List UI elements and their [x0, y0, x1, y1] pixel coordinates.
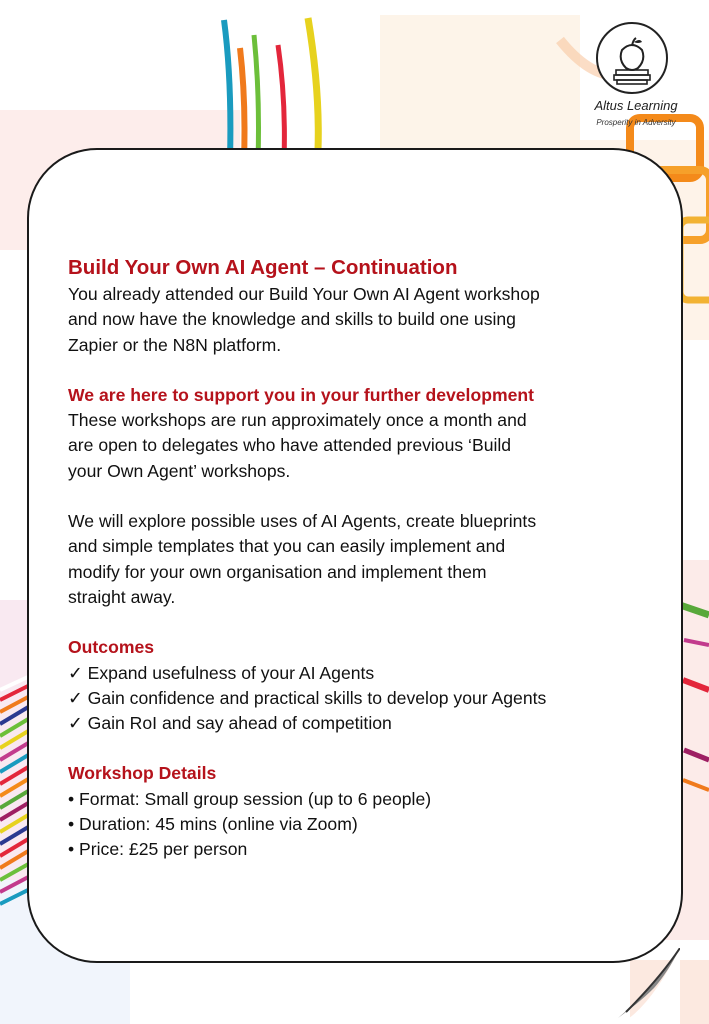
outcomes-list	[68, 661, 668, 737]
logo-name: Altus Learning	[594, 98, 678, 113]
explore-line: We will explore possible uses of AI Agents, create blueprints	[68, 511, 537, 532]
page-curl-icon	[610, 948, 680, 1024]
page-title: Build Your Own AI Agent – Continuation	[68, 256, 458, 279]
logo-tagline: Prosperity in Adversity	[596, 118, 676, 127]
support-heading: We are here to support you in your further development	[68, 384, 534, 405]
details-heading: Workshop Details	[68, 763, 217, 784]
detail-item: • Price: £25 per person	[68, 839, 248, 860]
support-line: are open to delegates who have attended previous ‘Build	[68, 435, 512, 456]
altus-learning-logo	[586, 18, 686, 133]
explore-paragraph	[68, 509, 668, 610]
explore-line: modify for your own organisation and implement them	[68, 561, 487, 582]
intro-line: Zapier or the N8N platform.	[68, 334, 282, 355]
outcome-item: ✓ Expand usefulness of your AI Agents	[68, 662, 375, 683]
detail-item: • Format: Small group session (up to 6 people)	[68, 788, 432, 809]
detail-item: • Duration: 45 mins (online via Zoom)	[68, 814, 358, 835]
flyer-content	[68, 254, 668, 863]
intro-line: You already attended our Build Your Own AI Agent workshop	[68, 284, 540, 304]
support-paragraph	[68, 408, 668, 484]
intro-line: and now have the knowledge and skills to build one using	[68, 309, 516, 330]
apple-books-icon	[596, 22, 668, 94]
support-line: These workshops are run approximately once a month and	[68, 410, 527, 431]
intro-paragraph	[68, 282, 668, 358]
explore-line: straight away.	[68, 586, 176, 607]
outcomes-heading: Outcomes	[68, 637, 155, 658]
outcome-item: ✓ Gain confidence and practical skills to develop your Agents	[68, 687, 547, 708]
details-list	[68, 787, 668, 863]
explore-line: and simple templates that you can easily implement and	[68, 536, 506, 557]
support-line: your Own Agent’ workshops.	[68, 460, 291, 481]
outcome-item: ✓ Gain RoI and say ahead of competition	[68, 713, 392, 734]
